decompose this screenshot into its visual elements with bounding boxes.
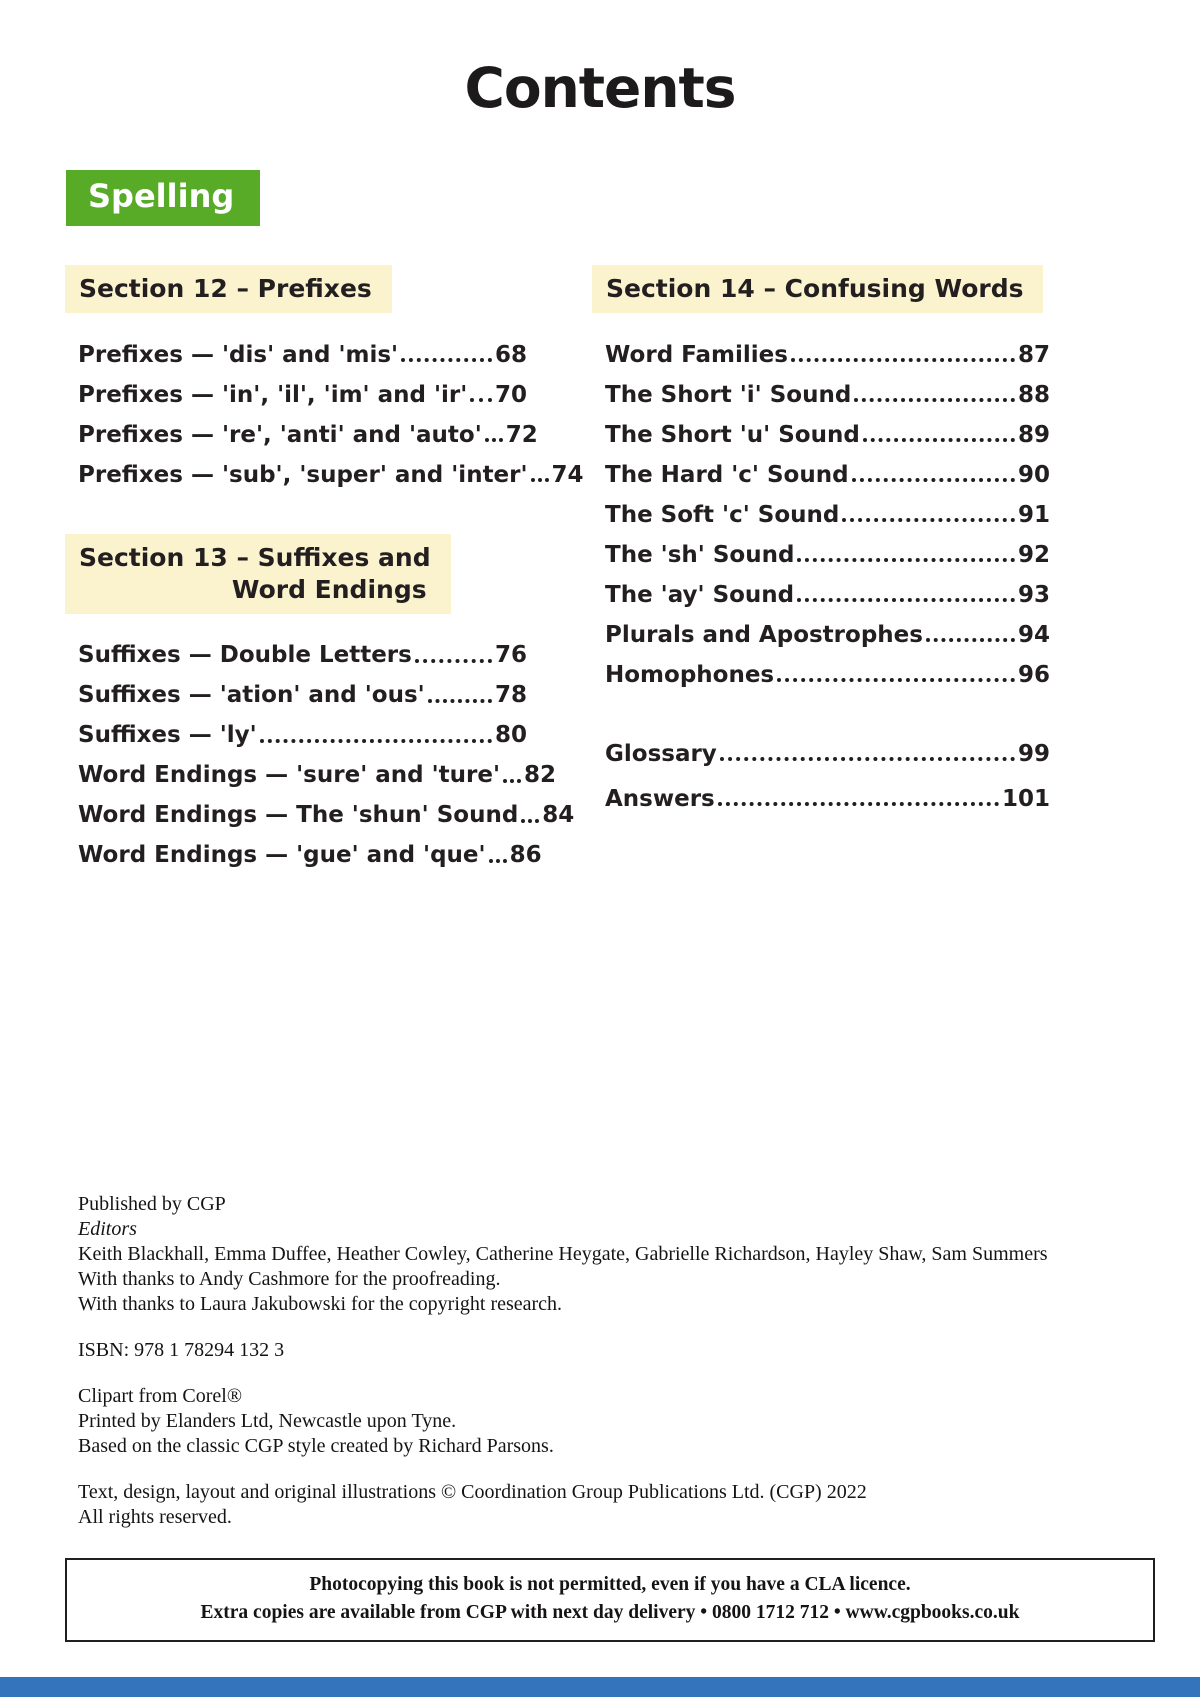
section-14-heading: Section 14 – Confusing Words <box>592 265 1043 313</box>
toc-entry-page: 92 <box>1017 541 1050 568</box>
toc-entry-label: Prefixes — 'dis' and 'mis' <box>78 341 399 368</box>
dot-leader <box>852 478 1015 482</box>
toc-entry-label: Glossary <box>605 740 717 767</box>
toc-right-column <box>592 265 1050 812</box>
toc-entry-page: 74 <box>551 461 584 488</box>
dot-leader <box>854 398 1015 402</box>
toc-entry-label: Answers <box>605 785 715 812</box>
toc-entry-label: Prefixes — 'in', 'il', 'im' and 'ir' <box>78 381 468 408</box>
toc-entry-page: 70 <box>494 381 527 408</box>
dot-leader <box>531 478 549 482</box>
toc-entry-label: The Short 'u' Sound <box>605 421 860 448</box>
toc-entry <box>605 568 1050 608</box>
toc-entry <box>78 829 542 869</box>
toc-entry-page: 88 <box>1017 381 1050 408</box>
toc-entry-glossary <box>605 722 1050 767</box>
toc-entry-label: Suffixes — 'ation' and 'ous' <box>78 682 425 709</box>
rights-line: All rights reserved. <box>78 1506 232 1528</box>
toc-entry-page: 99 <box>1017 740 1050 767</box>
section-13-heading <box>65 534 451 614</box>
toc-entry-page: 80 <box>494 722 527 749</box>
based-on-line: Based on the classic CGP style created by Richard Parsons. <box>78 1435 554 1457</box>
toc-entry <box>605 528 1050 568</box>
toc-entry-label: The Soft 'c' Sound <box>605 501 840 528</box>
toc-entry <box>605 408 1050 448</box>
toc-entry-label: Word Endings — The 'shun' Sound <box>78 802 519 829</box>
dot-leader <box>791 358 1015 362</box>
toc-entry-label: Prefixes — 'sub', 'super' and 'inter' <box>78 461 528 488</box>
dot-leader <box>489 859 507 863</box>
toc-entry-page: 68 <box>494 341 527 368</box>
toc-left-column <box>65 265 584 869</box>
notice-line1: Photocopying this book is not permitted, even if you have a CLA licence. <box>309 1574 911 1595</box>
toc-entry-page: 91 <box>1017 501 1050 528</box>
photocopy-notice-box <box>65 1558 1155 1642</box>
toc-entry-label: Word Endings — 'sure' and 'ture' <box>78 762 500 789</box>
toc-entry <box>78 629 527 669</box>
toc-entry-label: The Hard 'c' Sound <box>605 461 849 488</box>
clipart-line: Clipart from Corel® <box>78 1385 243 1407</box>
dot-leader <box>485 438 503 442</box>
dot-leader <box>842 518 1015 522</box>
toc-entry <box>605 448 1050 488</box>
toc-entry <box>605 648 1050 688</box>
toc-entry-page: 84 <box>542 802 575 829</box>
dot-leader <box>797 598 1015 602</box>
toc-entry-page: 82 <box>524 762 557 789</box>
toc-entry <box>78 328 527 368</box>
dot-leader <box>863 438 1015 442</box>
section-14-entries <box>592 328 1050 688</box>
toc-entry-page: 86 <box>509 842 542 869</box>
editors-names: Keith Blackhall, Emma Duffee, Heather Cowley, Catherine Heygate, Gabrielle Richardson, Hayley Shaw, Sam Summers <box>78 1243 1048 1265</box>
toc-entry-page: 96 <box>1017 661 1050 688</box>
toc-entry <box>78 669 527 709</box>
toc-entry <box>78 709 527 749</box>
toc-entry-page: 90 <box>1017 461 1050 488</box>
toc-entry-label: The 'ay' Sound <box>605 581 795 608</box>
imprint-block <box>78 1192 1138 1530</box>
printed-by-line: Printed by Elanders Ltd, Newcastle upon Tyne. <box>78 1410 457 1432</box>
dot-leader <box>777 678 1015 682</box>
dot-leader <box>926 638 1015 642</box>
toc-entry-answers <box>605 767 1050 812</box>
bottom-blue-bar <box>0 1677 1200 1697</box>
toc-entry <box>78 448 584 488</box>
toc-entry-page: 78 <box>494 682 527 709</box>
notice-line2: Extra copies are available from CGP with next day delivery • 0800 1712 712 • www.cgpbooks.co.uk <box>200 1602 1020 1623</box>
toc-entry-page: 87 <box>1017 341 1050 368</box>
toc-entry-label: Plurals and Apostrophes <box>605 621 923 648</box>
toc-entry-page: 101 <box>1001 785 1050 812</box>
toc-entry <box>78 789 575 829</box>
toc-entry <box>605 608 1050 648</box>
copyright-line: Text, design, layout and original illustrations © Coordination Group Publications Ltd. (CGP) 2022 <box>78 1481 867 1503</box>
spelling-badge: Spelling <box>66 170 260 226</box>
toc-entry-page: 93 <box>1017 581 1050 608</box>
dot-leader <box>797 558 1015 562</box>
dot-leader <box>401 358 492 362</box>
toc-entry-label: Suffixes — 'ly' <box>78 722 257 749</box>
toc-entry <box>605 488 1050 528</box>
toc-entry <box>78 368 527 408</box>
section-12-entries <box>65 328 584 488</box>
toc-entry-label: The 'sh' Sound <box>605 541 795 568</box>
dot-leader <box>415 659 492 663</box>
dot-leader <box>521 819 539 823</box>
isbn-line: ISBN: 978 1 78294 132 3 <box>78 1339 285 1361</box>
section-13-heading-line2: Word Endings <box>231 574 427 604</box>
toc-entry-page: 89 <box>1017 421 1050 448</box>
toc-entry <box>78 408 538 448</box>
dot-leader <box>718 802 999 806</box>
toc-entry-page: 76 <box>494 642 527 669</box>
dot-leader <box>720 757 1015 761</box>
toc-entry <box>605 368 1050 408</box>
editors-heading: Editors <box>78 1218 137 1240</box>
published-by-line: Published by CGP <box>78 1193 226 1215</box>
toc-entry-label: The Short 'i' Sound <box>605 381 852 408</box>
dot-leader <box>470 398 492 402</box>
section-12-heading: Section 12 – Prefixes <box>65 265 392 313</box>
toc-entry-page: 94 <box>1017 621 1050 648</box>
page-title: Contents <box>464 56 736 120</box>
dot-leader <box>428 699 492 703</box>
toc-entry-label: Homophones <box>605 661 775 688</box>
dot-leader <box>503 779 521 783</box>
toc-entry-label: Word Endings — 'gue' and 'que' <box>78 842 486 869</box>
thanks-proofreading-line: With thanks to Andy Cashmore for the proofreading. <box>78 1268 501 1290</box>
dot-leader <box>260 739 492 743</box>
toc-entry <box>78 749 557 789</box>
toc-entry-label: Suffixes — Double Letters <box>78 642 412 669</box>
section-13-entries <box>65 629 575 869</box>
toc-entry-label: Prefixes — 're', 'anti' and 'auto' <box>78 421 482 448</box>
toc-entry-label: Word Families <box>605 341 788 368</box>
thanks-copyright-line: With thanks to Laura Jakubowski for the copyright research. <box>78 1293 563 1315</box>
toc-entry <box>605 328 1050 368</box>
glossary-answers-entries <box>592 722 1050 812</box>
toc-entry-page: 72 <box>505 421 538 448</box>
section-13-heading-line1: Section 13 – Suffixes and <box>79 543 431 573</box>
